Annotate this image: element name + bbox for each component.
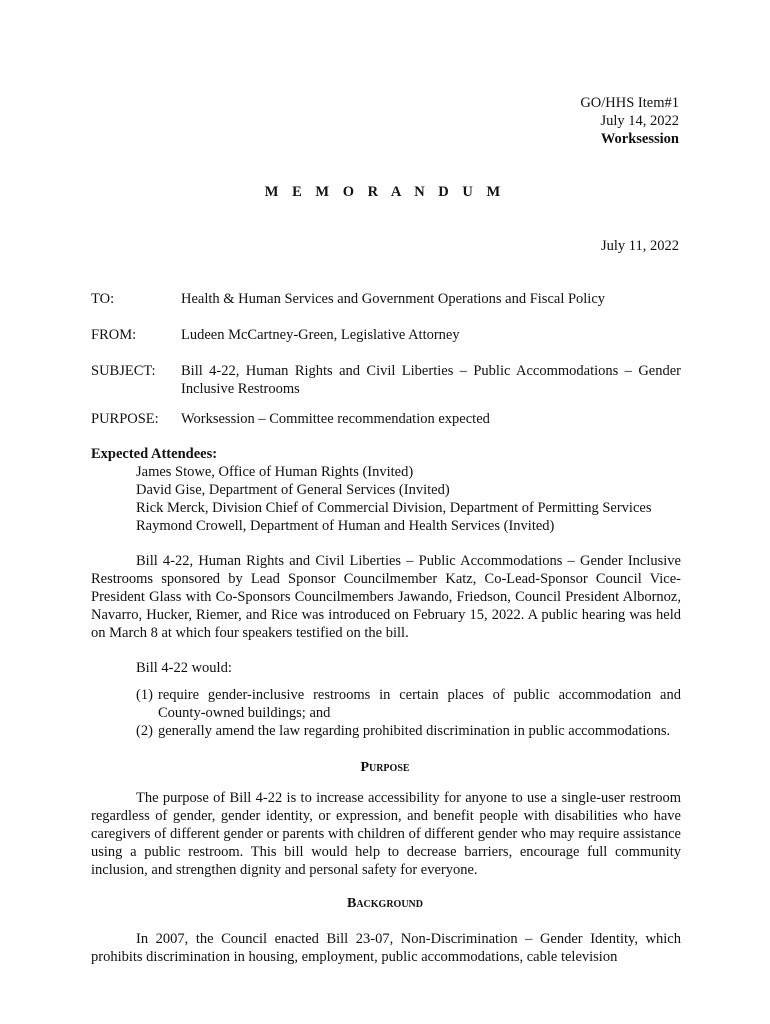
list-item-number: (2)	[136, 723, 153, 739]
attendee-item: James Stowe, Office of Human Rights (Invited)	[136, 464, 414, 480]
list-item-text: require gender-inclusive restrooms in certain places of public accommodation and County-owned buildings; and	[158, 687, 681, 721]
from-field	[91, 326, 681, 344]
attendee-item: David Gise, Department of General Services (Invited)	[136, 482, 450, 498]
document-header	[580, 94, 679, 148]
subject-value: Bill 4-22, Human Rights and Civil Liberties – Public Accommodations – Gender Inclusive Restrooms	[181, 363, 681, 397]
purpose-label: PURPOSE:	[91, 411, 159, 427]
attendee-item: Rick Merck, Division Chief of Commercial Division, Department of Permitting Services	[136, 500, 652, 516]
intro-paragraph: Bill 4-22, Human Rights and Civil Liberties – Public Accommodations – Gender Inclusive Restrooms sponsored by Lead Sponsor Councilmember Katz, Co-Lead-Sponsor Council Vice-President Glass with Co-Sponsors Councilmembers Jawando, Friedson, Council President Albornoz, Navarro, Hucker, Riemer, and Rice was introduced on February 15, 2022. A public hearing was held on March 8 at which four speakers testified on the bill.	[91, 553, 681, 641]
to-field	[91, 290, 681, 308]
background-heading: Background	[346, 896, 423, 911]
list-item	[136, 722, 681, 740]
list-item-number: (1)	[136, 687, 153, 703]
attendee-item: Raymond Crowell, Department of Human and Health Services (Invited)	[136, 518, 555, 534]
list-item	[136, 686, 681, 722]
would-list	[136, 686, 681, 740]
purpose-value: Worksession – Committee recommendation expected	[181, 411, 490, 427]
attendees-list	[91, 463, 691, 535]
subject-field	[91, 362, 681, 398]
to-label: TO:	[91, 291, 115, 307]
from-label: FROM:	[91, 327, 137, 343]
list-item-text: generally amend the law regarding prohibited discrimination in public accommodations.	[158, 723, 671, 739]
purpose-heading: Purpose	[360, 760, 410, 775]
item-number: GO/HHS Item#1	[580, 95, 679, 111]
header-date: July 14, 2022	[600, 113, 679, 129]
subject-label: SUBJECT:	[91, 363, 156, 379]
session-type: Worksession	[600, 131, 679, 147]
memo-date: July 11, 2022	[600, 238, 679, 254]
to-value: Health & Human Services and Government Operations and Fiscal Policy	[181, 291, 606, 307]
background-paragraph: In 2007, the Council enacted Bill 23-07, Non-Discrimination – Gender Identity, which prohibits discrimination in housing, employment, public accommodations, cable television	[91, 931, 681, 965]
attendees-heading: Expected Attendees:	[91, 446, 218, 462]
from-value: Ludeen McCartney-Green, Legislative Attorney	[181, 327, 460, 343]
attendees-section	[91, 445, 691, 535]
purpose-paragraph: The purpose of Bill 4-22 is to increase accessibility for anyone to use a single-user restroom regardless of gender, gender identity, or expression, and benefit people with disabilities who have caregivers of different gender or parents with children of different gender who may require assistance using a public restroom. This bill would help to decrease barriers, encourage full community inclusion, and strengthen dignity and personal safety for everyone.	[91, 790, 681, 878]
would-label: Bill 4-22 would:	[136, 660, 232, 676]
memo-title: M E M O R A N D U M	[264, 184, 506, 200]
purpose-field	[91, 410, 681, 428]
